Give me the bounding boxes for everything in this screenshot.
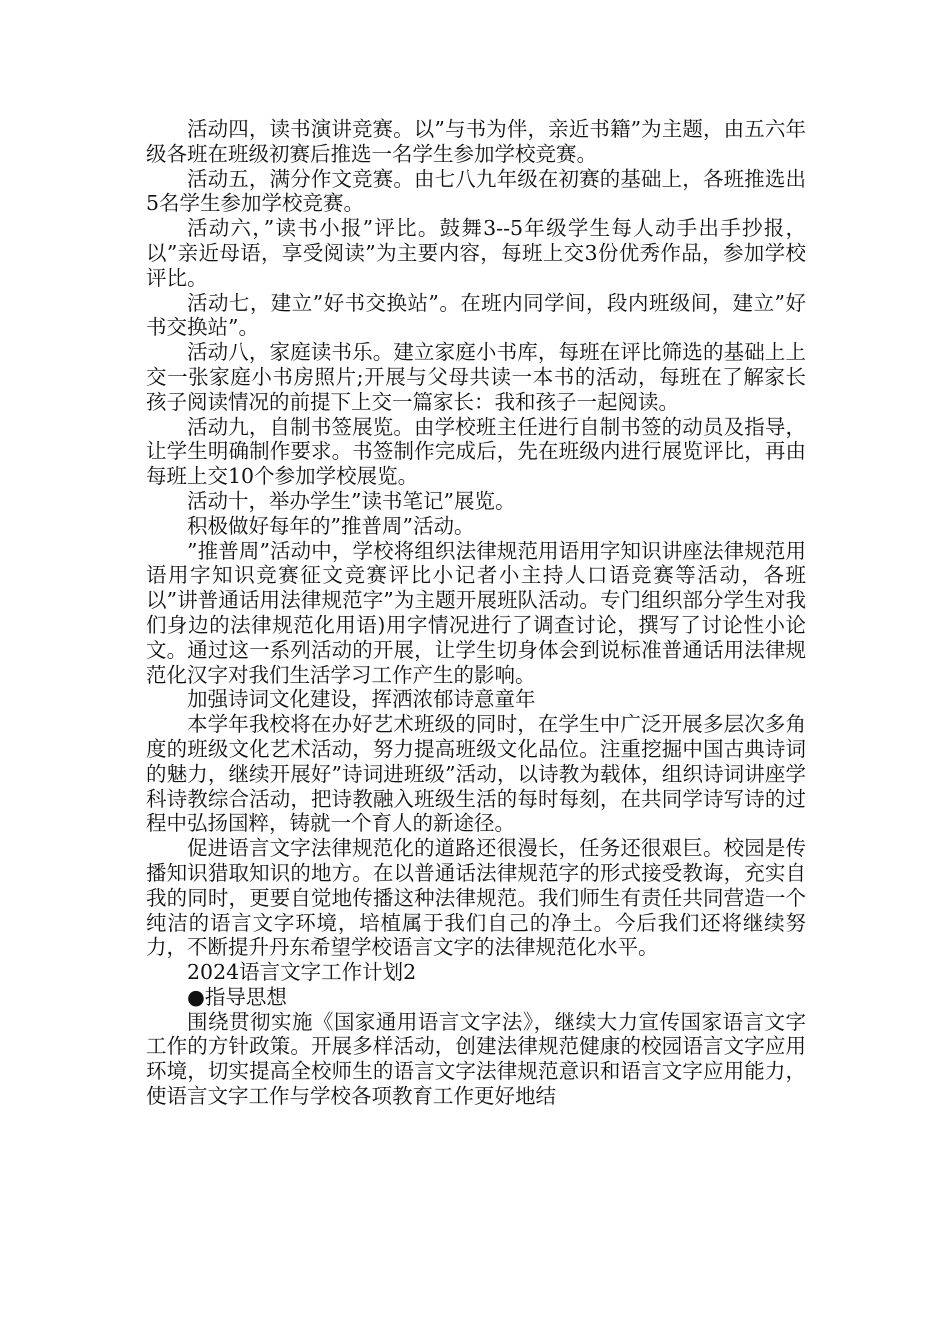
section-heading-guiding-ideology: ●指导思想 — [187, 984, 287, 1009]
paragraph-guiding-ideology: 围绕贯彻实施《国家通用语言文字法》，继续大力宣传国家语言文字工作的方针政策。开展多样活动，创建法律规范健康的校园语言文字应用环境，切实提高全校师生的语言文字法律规范意识和语言文字应用能力，使语言文字工作与学校各项教育工作更好地结 — [146, 1009, 806, 1109]
document-body — [146, 117, 806, 1109]
paragraph-activity-8: 活动八，家庭读书乐。建立家庭小书库，每班在评比筛选的基础上上交一张家庭小书房照片;开展与父母共读一本书的活动，每班在了解家长孩子阅读情况的前提下上交一篇家长：我和孩子一起阅读。 — [146, 340, 806, 414]
paragraph-activity-4: 活动四，读书演讲竞赛。以”与书为伴，亲近书籍”为主题，由五六年级各班在班级初赛后推选一名学生参加学校竞赛。 — [146, 117, 806, 166]
paragraph-putonghua-week-body: ”推普周”活动中，学校将组织法律规范用语用字知识讲座法律规范用语用字知识竞赛征文竞赛评比小记者小主持人口语竞赛等活动，各班以”讲普通话用法律规范字”为主题开展班队活动。专门组织部分学生对我们身边的法律规范化用语)用字情况进行了调查讨论，撰写了讨论性小论文。通过这一系列活动的开展，让学生切身体会到说标准普通话用法律规范化汉字对我们生活学习工作产生的影响。 — [146, 538, 806, 687]
paragraph-activity-7: 活动七，建立”好书交换站”。在班内同学间，段内班级间，建立”好书交换站”。 — [146, 290, 806, 340]
paragraph-activity-10: 活动十，举办学生”读书笔记”展览。 — [187, 488, 516, 513]
paragraph-activity-5: 活动五，满分作文竞赛。由七八九年级在初赛的基础上，各班推选出5名学生参加学校竞赛。 — [146, 166, 806, 216]
paragraph-poetry-body: 本学年我校将在办好艺术班级的同时，在学生中广泛开展多层次多角度的班级文化艺术活动，努力提高班级文化品位。注重挖掘中国古典诗词的魅力，继续开展好”诗词进班级”活动，以诗教为载体，组织诗词讲座学科诗教综合活动，把诗教融入班级生活的每时每刻，在共同学诗写诗的过程中弘扬国粹，铸就一个育人的新途径。 — [146, 712, 806, 836]
paragraph-poetry-heading: 加强诗词文化建设，挥洒浓郁诗意童年 — [187, 687, 536, 712]
paragraph-conclusion: 促进语言文字法律规范化的道路还很漫长，任务还很艰巨。校园是传播知识猎取知识的地方。在以普通话法律规范字的形式接受教诲，充实自我的同时，更要自觉地传播这种法律规范。我们师生有责任共同营造一个纯洁的语言文字环境，培植属于我们自己的净土。今后我们还将继续努力，不断提升丹东希望学校语言文字的法律规范化水平。 — [146, 836, 806, 960]
paragraph-putonghua-week-heading: 积极做好每年的”推普周”活动。 — [187, 513, 475, 538]
paragraph-activity-6: 活动六，”读书小报”评比。鼓舞3--5年级学生每人动手出手抄报，以”亲近母语，享受阅读”为主要内容，每班上交3份优秀作品，参加学校评比。 — [146, 216, 806, 290]
paragraph-activity-9: 活动九，自制书签展览。由学校班主任进行自制书签的动员及指导，让学生明确制作要求。书签制作完成后，先在班级内进行展览评比，再由每班上交10个参加学校展览。 — [146, 414, 806, 489]
section-title-plan-2: 2024语言文字工作计划2 — [187, 960, 417, 985]
